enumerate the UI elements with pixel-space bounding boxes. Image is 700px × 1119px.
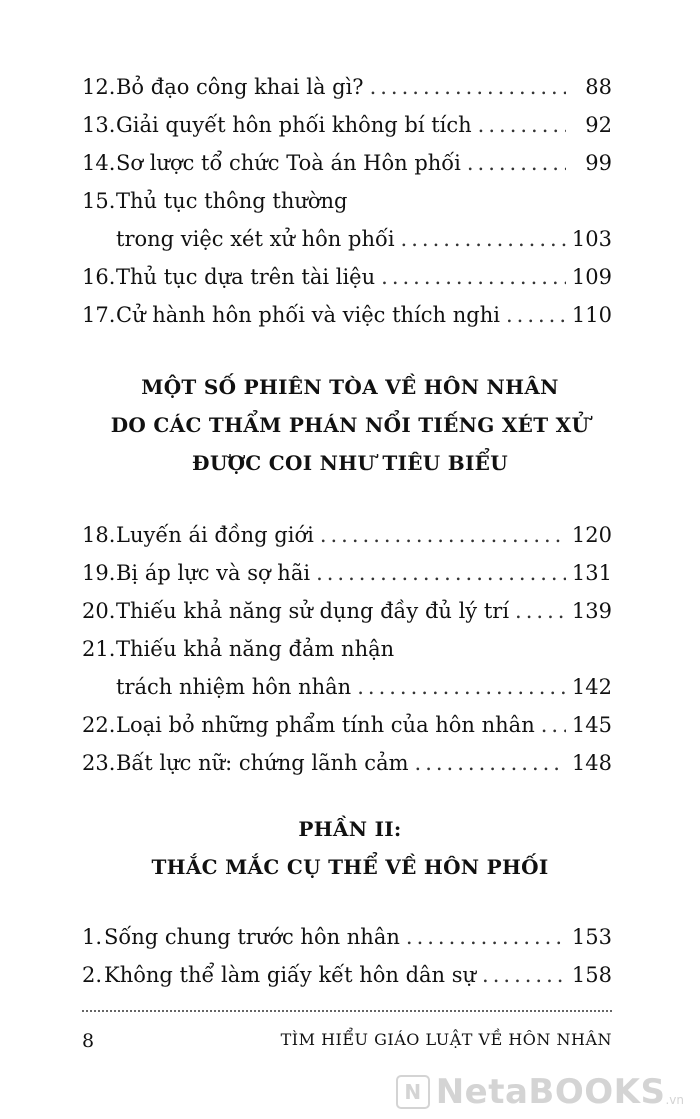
entry-number: 13. [82,113,116,137]
entry-page: 158 [571,963,612,987]
toc-entry-12 [82,68,612,106]
entry-number: 16. [82,265,116,289]
toc-entry-17 [82,296,612,334]
entry-title: Không thể làm giấy kết hôn dân sự [104,963,477,987]
entry-page: 142 [571,675,612,699]
toc-entry-19 [82,554,612,592]
entry-number: 1. [82,925,103,949]
toc-entry-14 [82,144,612,182]
running-head: TÌM HIỂU GIÁO LUẬT VỀ HÔN NHÂN [280,1030,612,1049]
page-number: 8 [82,1030,95,1052]
entry-title: Thiếu khả năng sử dụng đầy đủ lý trí [116,599,510,623]
entry-number: 17. [82,303,116,327]
entry-number: 18. [82,523,116,547]
entry-title-continued: trong việc xét xử hôn phối [116,227,395,251]
entry-title: Bỏ đạo công khai là gì? [116,75,364,99]
dot-leader [357,668,566,706]
dot-leader [401,220,566,258]
toc-entry-15 [82,182,612,258]
dot-leader [467,144,566,182]
entry-page: 148 [571,751,612,775]
entry-title: Giải quyết hôn phối không bí tích [116,113,472,137]
toc-entry-13 [82,106,612,144]
heading-line: THẮC MẮC CỤ THỂ VỀ HÔN PHỐI [151,855,549,879]
toc-entry-20 [82,592,612,630]
entry-title-continued: trách nhiệm hôn nhân [116,675,352,699]
entry-title: Loại bỏ những phẩm tính của hôn nhân [116,713,535,737]
toc-section-1 [82,68,612,334]
heading-line: DO CÁC THẨM PHÁN NỔI TIẾNG XÉT XỬ [110,413,590,437]
toc-entry-18 [82,516,612,554]
toc-entry-22 [82,706,612,744]
entry-page: 99 [585,151,612,175]
heading-line: ĐƯỢC COI NHƯ TIÊU BIỂU [192,451,508,475]
entry-page: 131 [571,561,612,585]
dot-leader [320,516,566,554]
entry-title: Sống chung trước hôn nhân [104,925,400,949]
entry-title: Thủ tục thông thường [116,189,348,213]
toc-section-3 [82,918,612,994]
entry-number: 15. [82,189,116,213]
dot-leader [316,554,566,592]
entry-page: 120 [571,523,612,547]
entry-number: 19. [82,561,116,585]
dot-leader [506,296,566,334]
entry-number: 21. [82,637,116,661]
entry-page: 145 [571,713,612,737]
entry-page: 92 [585,113,612,137]
watermark [396,1072,684,1112]
entry-number: 23. [82,751,116,775]
toc-entry-21 [82,630,612,706]
watermark-tld: .vn [665,1093,684,1107]
watermark-logo-icon: N [396,1075,430,1109]
entry-title: Sơ lược tổ chức Toà án Hôn phối [116,151,461,175]
dot-leader [478,106,566,144]
dot-leader [541,706,566,744]
entry-number: 20. [82,599,116,623]
entry-page: 109 [571,265,612,289]
entry-page: 110 [571,303,612,327]
entry-title: Thiếu khả năng đảm nhận [116,637,395,661]
toc-entry-2 [82,956,612,994]
toc-section-2 [82,516,612,782]
dot-leader [415,744,566,782]
entry-number: 22. [82,713,116,737]
dot-leader [406,918,566,956]
watermark-name: NetaBOOKS [435,1072,666,1112]
entry-page: 139 [571,599,612,623]
footer-divider [82,1010,612,1012]
entry-number: 14. [82,151,116,175]
heading-line: MỘT SỐ PHIÊN TÒA VỀ HÔN NHÂN [141,375,559,399]
entry-title: Bị áp lực và sợ hãi [116,561,311,585]
heading-line: PHẦN II: [298,817,402,841]
entry-title: Bất lực nữ: chứng lãnh cảm [116,751,409,775]
entry-page: 103 [571,227,612,251]
entry-title: Cử hành hôn phối và việc thích nghi [116,303,500,327]
section-heading-phan-ii [0,810,700,886]
entry-page: 153 [571,925,612,949]
page-footer [82,1030,612,1052]
entry-page: 88 [585,75,612,99]
dot-leader [381,258,566,296]
toc-entry-1 [82,918,612,956]
toc-entry-16 [82,258,612,296]
entry-title: Thủ tục dựa trên tài liệu [116,265,376,289]
dot-leader [370,68,566,106]
dot-leader [515,592,566,630]
entry-title: Luyến ái đồng giới [116,523,314,547]
section-heading-phien-toa [0,368,700,482]
entry-number: 2. [82,963,103,987]
toc-entry-23 [82,744,612,782]
dot-leader [482,956,566,994]
entry-number: 12. [82,75,116,99]
